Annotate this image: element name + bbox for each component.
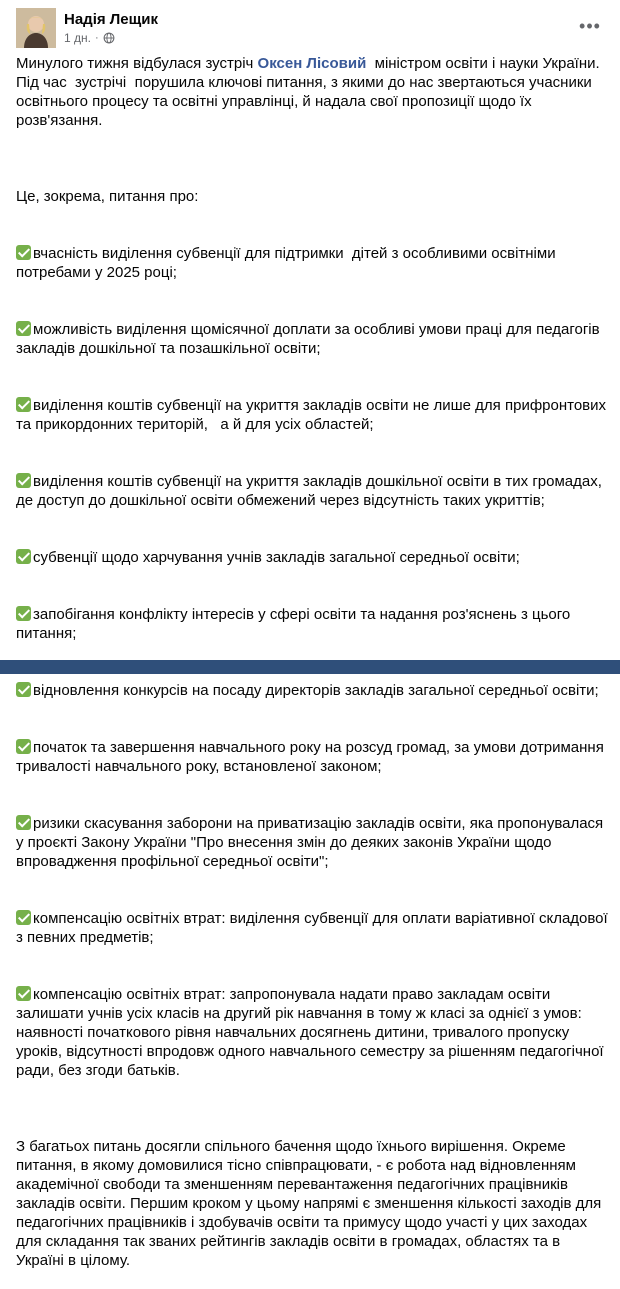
post-header xyxy=(16,8,608,48)
list-item-text: компенсацію освітніх втрат: запропонувала надати право закладам освіти залишати учнів усіх класів на другий рік навчання в тому ж класі за однієї з умов: наявності початкового рівня навчальних досягнень дитини, тривалого пропуску уроків, відсутності впродовж одного навчального семестру за рішенням педагогічної ради, без згоди батьків. xyxy=(16,986,608,1079)
list-item xyxy=(16,605,608,643)
more-horizontal-icon[interactable]: ••• xyxy=(579,15,601,36)
author-name[interactable]: Надія Лещик xyxy=(64,11,159,28)
list-item-text: відновлення конкурсів на посаду директорів закладів загальної середньої освіти; xyxy=(33,682,599,699)
conclusion-paragraph: З багатьох питань досягли спільного бачення щодо їхнього вирішення. Окреме питання, в якому домовилися тісно співпрацювати, - є робота над відновленням академічної свободи та зменшенням перевантаження педагогічних працівників закладів освіти. Першим кроком у цьому напрямі є зменшення кількості заходів для педагогічних працівників і здобувачів освіти та примусу щодо участі у цих заходах для складання так званих рейтингів закладів освіти в громадах, областях та в Україні в цілому. xyxy=(16,1138,606,1269)
list-item-text: виділення коштів субвенції на укриття закладів освіти не лише для прифронтових та прикордонних територій, а й для усіх областей; xyxy=(16,397,611,433)
check-mark-icon xyxy=(16,473,31,488)
check-mark-icon xyxy=(16,321,31,336)
list-item-text: вчасність виділення субвенції для підтримки дітей з особливими освітніми потребами у 2025 році; xyxy=(16,245,560,281)
check-mark-icon xyxy=(16,682,31,697)
avatar[interactable] xyxy=(16,8,56,48)
separator-dot: · xyxy=(94,32,99,44)
intro-after: міністром освіти і науки України. Під час зустрічі порушила ключові питання, з якими до нас звертаються учасники освітнього процесу та освітні управлінці, й надала свої пропозиції щодо їх розв'язання. xyxy=(16,55,600,129)
check-mark-icon xyxy=(16,549,31,564)
intro-before: Минулого тижня відбулася зустріч xyxy=(16,55,258,72)
issues-list xyxy=(16,149,612,1118)
list-item xyxy=(16,985,608,1080)
list-intro: Це, зокрема, питання про: xyxy=(16,188,199,205)
list-item-text: субвенції щодо харчування учнів закладів загальної середньої освіти; xyxy=(33,549,520,566)
list-item xyxy=(16,396,611,434)
list-item xyxy=(16,244,608,282)
list-item xyxy=(16,472,608,510)
check-mark-icon xyxy=(16,606,31,621)
post-time[interactable]: 1 дн. xyxy=(64,31,91,45)
check-mark-icon xyxy=(16,739,31,754)
check-mark-icon xyxy=(16,245,31,260)
intro-paragraph xyxy=(16,54,608,130)
list-item xyxy=(16,681,608,700)
list-item xyxy=(16,548,608,567)
check-mark-icon xyxy=(16,986,31,1001)
check-mark-icon xyxy=(16,815,31,830)
list-item xyxy=(16,738,608,776)
list-item xyxy=(16,814,608,871)
list-item-text: ризики скасування заборони на приватизацію закладів освіти, яка пропонувалася у проєкті Закону України "Про внесення змін до деяких законів України щодо впровадження профільної середньої освіти"; xyxy=(16,815,608,870)
list-item-text: запобігання конфлікту інтересів у сфері освіти та надання роз'яснень з цього питання; xyxy=(16,606,575,642)
avatar-image xyxy=(16,8,56,48)
list-item-text: початок та завершення навчального року на розсуд громад, за умови дотримання тривалості навчального року, встановленої законом; xyxy=(16,739,608,775)
footer-bar xyxy=(0,660,620,674)
check-mark-icon xyxy=(16,910,31,925)
list-item-text: виділення коштів субвенції на укриття закладів дошкільної освіти в тих громадах, де доступ до дошкільної освіти обмежений через відсутність таких укриттів; xyxy=(16,473,607,509)
check-mark-icon xyxy=(16,397,31,412)
globe-icon xyxy=(103,32,115,44)
list-item-text: можливість виділення щомісячної доплати за особливі умови праці для педагогів закладів дошкільної та позашкільної освіти; xyxy=(16,321,604,357)
list-item xyxy=(16,320,608,358)
mention-link[interactable]: Оксен Лісовий xyxy=(257,55,367,72)
list-item xyxy=(16,909,612,947)
list-item-text: компенсацію освітніх втрат: виділення субвенції для оплати варіативної складової з певних предметів; xyxy=(16,910,612,946)
post-meta xyxy=(64,31,115,45)
